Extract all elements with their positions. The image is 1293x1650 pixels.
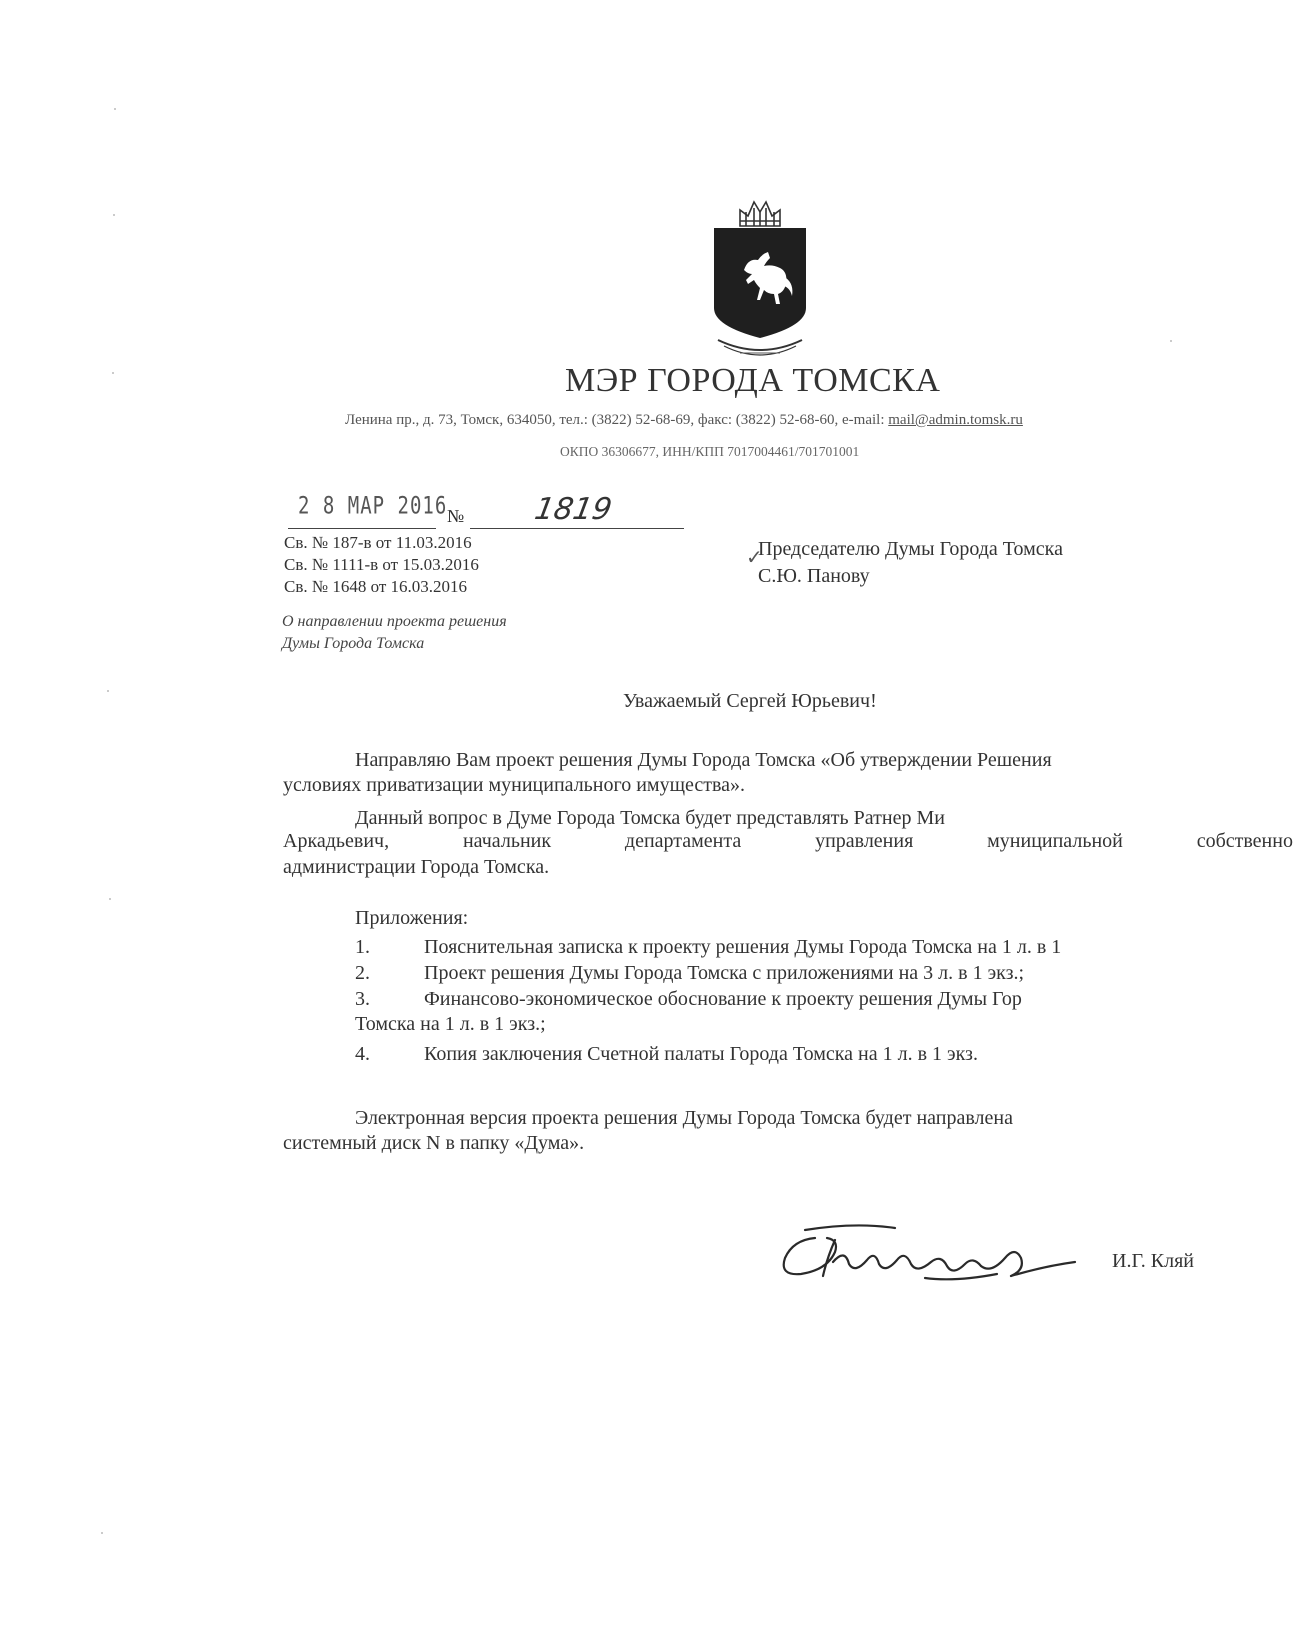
outgoing-number: 1819 (531, 492, 615, 527)
attachment-number: 3. (355, 988, 370, 1010)
attachment-number: 1. (355, 936, 370, 958)
paragraph-1-line-1: Направляю Вам проект решения Думы Города Томска «Об утверждении Решения (355, 749, 1052, 771)
number-underline (470, 528, 684, 529)
word: управления (815, 830, 914, 852)
reference-item: Св. № 1648 от 16.03.2016 (284, 577, 468, 596)
paragraph-3-line-1: Электронная версия проекта решения Думы Города Томска будет направлена (355, 1107, 1013, 1129)
contact-details: Ленина пр., д. 73, Томск, 634050, тел.: (3822) 52-68-69, факс: (3822) 52-68-60, e-mail: (345, 412, 885, 428)
attachment-text: Пояснительная записка к проекту решения Думы Города Томска на 1 л. в 1 (424, 936, 1062, 958)
number-label: № (447, 506, 465, 526)
attachment-text-continued: Томска на 1 л. в 1 экз.; (355, 1013, 546, 1035)
scan-fleck (107, 690, 109, 692)
reference-item: Св. № 187-в от 11.03.2016 (284, 533, 472, 552)
scan-fleck (114, 108, 116, 110)
scan-fleck (112, 372, 114, 374)
attachment-text: Копия заключения Счетной палаты Города Томска на 1 л. в 1 экз. (424, 1043, 978, 1065)
signer-name: И.Г. Кляй (1112, 1250, 1194, 1272)
scan-fleck (1170, 340, 1172, 342)
word: муниципальной (987, 830, 1123, 852)
attachment-text: Финансово-экономическое обоснование к проекту решения Думы Гор (424, 988, 1022, 1010)
scan-fleck (101, 1532, 103, 1534)
paragraph-3-line-2: системный диск N в папку «Дума». (283, 1132, 585, 1154)
reference-list (284, 532, 479, 598)
attachments-heading: Приложения: (355, 907, 469, 929)
word: начальник (462, 830, 552, 852)
word: департамента (624, 830, 742, 852)
word: собственно (1196, 830, 1293, 852)
paragraph-2-line-1: Данный вопрос в Думе Города Томска будет представлять Ратнер Ми (355, 807, 945, 829)
letter-subject (282, 611, 507, 655)
attachment-number: 4. (355, 1043, 370, 1065)
addressee-block (758, 536, 1063, 590)
email-link[interactable]: mail@admin.tomsk.ru (888, 412, 1023, 428)
attachment-number: 2. (355, 962, 370, 984)
subject-line: О направлении проекта решения (282, 613, 507, 630)
scan-fleck (109, 898, 111, 900)
paragraph-2-line-2 (283, 830, 1293, 853)
paragraph-1-line-2: условиях приватизации муниципального имущества». (283, 774, 746, 796)
handwritten-signature (775, 1218, 1090, 1290)
coat-of-arms-icon (700, 188, 820, 368)
check-mark-icon: ✓ (746, 547, 763, 569)
greeting: Уважаемый Сергей Юрьевич! (623, 690, 877, 712)
letterhead-contacts (345, 412, 1023, 429)
addressee-name: С.Ю. Панову (758, 565, 870, 587)
letterhead-title: МЭР ГОРОДА ТОМСКА (565, 362, 941, 399)
organization-codes: ОКПО 36306677, ИНН/КПП 7017004461/701701001 (560, 444, 860, 459)
subject-line: Думы Города Томска (282, 635, 425, 652)
word: Аркадьевич, (283, 830, 390, 852)
reference-item: Св. № 1111-в от 15.03.2016 (284, 555, 479, 574)
date-stamp: 2 8 МАР 2016 (298, 492, 448, 520)
attachment-text: Проект решения Думы Города Томска с приложениями на 3 л. в 1 экз.; (424, 962, 1025, 984)
scan-fleck (113, 214, 115, 216)
date-underline (288, 528, 436, 529)
paragraph-2-line-3: администрации Города Томска. (283, 856, 550, 878)
addressee-position: Председателю Думы Города Томска (758, 538, 1063, 560)
